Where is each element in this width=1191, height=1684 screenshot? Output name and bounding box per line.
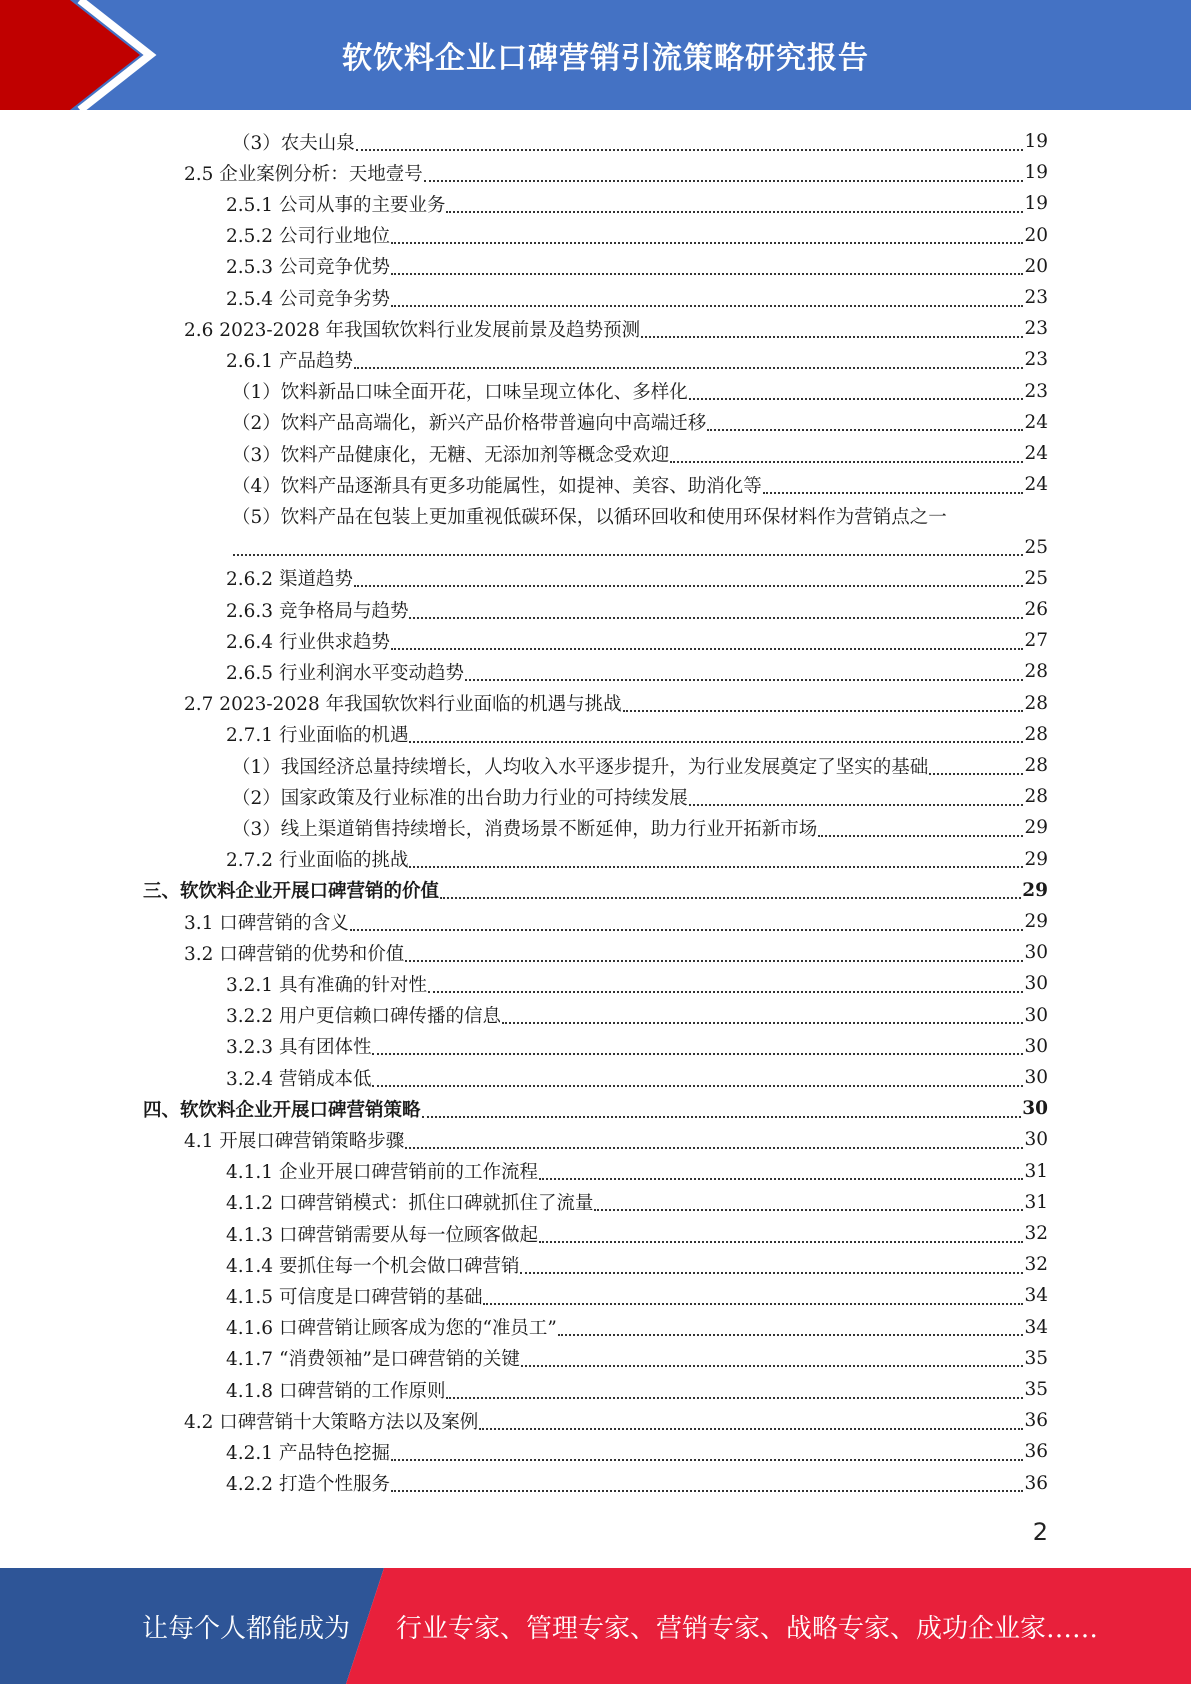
toc-entry-label: 4.2 口碑营销十大策略方法以及案例 <box>184 1411 479 1433</box>
toc-entry[interactable] <box>226 1031 1048 1062</box>
page-footer <box>0 1568 1191 1684</box>
toc-entry[interactable] <box>226 220 1048 251</box>
toc-entry[interactable] <box>232 407 1048 438</box>
toc-entry-page: 20 <box>1024 255 1048 277</box>
report-title: 软饮料企业口碑营销引流策略研究报告 <box>342 41 869 76</box>
toc-leader-dots <box>440 877 1021 899</box>
toc-entry-continuation[interactable] <box>232 532 1048 563</box>
toc-entry-page: 19 <box>1024 193 1048 215</box>
toc-entry-label: 2.5.3 公司竞争优势 <box>226 257 390 279</box>
toc-entry[interactable] <box>226 1000 1048 1031</box>
toc-entry-page: 36 <box>1024 1441 1048 1463</box>
toc-entry-label: 3.2.2 用户更信赖口碑传播的信息 <box>226 1006 501 1028</box>
toc-entry[interactable] <box>232 750 1048 781</box>
toc-entry-page: 23 <box>1024 380 1048 402</box>
toc-entry-label: 2.7.2 行业面临的挑战 <box>226 850 409 872</box>
toc-entry-page: 25 <box>1024 536 1048 558</box>
toc-entry-label: （3）农夫山泉 <box>232 132 355 154</box>
toc-entry-label: 4.2.2 打造个性服务 <box>226 1474 390 1496</box>
toc-entry-label: 4.1.8 口碑营销的工作原则 <box>226 1380 446 1402</box>
toc-entry[interactable] <box>226 1468 1048 1499</box>
toc-leader-dots <box>424 160 1024 182</box>
toc-entry-label: （3）线上渠道销售持续增长，消费场景不断延伸，助力行业开拓新市场 <box>232 818 818 840</box>
toc-leader-dots <box>372 1033 1023 1055</box>
toc-entry-label: 2.7.1 行业面临的机遇 <box>226 725 409 747</box>
toc-entry[interactable] <box>226 188 1048 219</box>
toc-leader-dots <box>479 1408 1023 1430</box>
toc-entry[interactable] <box>226 1187 1048 1218</box>
toc-leader-dots <box>670 441 1023 463</box>
toc-entry[interactable] <box>184 1124 1048 1155</box>
toc-entry[interactable] <box>232 781 1048 812</box>
toc-leader-dots <box>521 1345 1024 1367</box>
toc-entry[interactable] <box>232 376 1048 407</box>
toc-leader-dots <box>405 940 1023 962</box>
toc-entry[interactable] <box>226 968 1048 999</box>
toc-entry[interactable] <box>184 688 1048 719</box>
toc-entry-label: 4.1.7 “消费领袖”是口碑营销的关键 <box>226 1349 520 1371</box>
toc-entry[interactable] <box>232 500 1048 531</box>
toc-entry-label: 2.5.4 公司竞争劣势 <box>226 288 390 310</box>
toc-entry-label: 4.2.1 产品特色挖掘 <box>226 1442 390 1464</box>
toc-entry[interactable] <box>226 1156 1048 1187</box>
toc-leader-dots <box>539 1158 1023 1180</box>
toc-entry-page: 20 <box>1024 224 1048 246</box>
toc-leader-dots <box>350 909 1024 931</box>
toc-entry-label: （1）饮料新品口味全面开花，口味呈现立体化、多样化 <box>232 382 688 404</box>
toc-entry-label: 2.5.2 公司行业地位 <box>226 226 390 248</box>
toc-entry[interactable] <box>184 937 1048 968</box>
toc-entry-label: 四、软饮料企业开展口碑营销策略 <box>143 1099 421 1121</box>
toc-entry-label: 2.5.1 公司从事的主要业务 <box>226 194 446 216</box>
toc-entry[interactable] <box>226 719 1048 750</box>
footer-roles: 行业专家、管理专家、营销专家、战略专家、成功企业家…… <box>396 1613 1099 1644</box>
toc-entry-page: 19 <box>1024 162 1048 184</box>
toc-leader-dots <box>446 1377 1023 1399</box>
toc-entry[interactable] <box>184 906 1048 937</box>
toc-leader-dots <box>391 1470 1023 1492</box>
toc-entry-page: 31 <box>1024 1191 1048 1213</box>
toc-entry-page: 36 <box>1024 1472 1048 1494</box>
toc-entry-label: 4.1.4 要抓住每一个机会做口碑营销 <box>226 1255 520 1277</box>
toc-entry[interactable] <box>226 1062 1048 1093</box>
toc-entry-page: 29 <box>1024 817 1048 839</box>
toc-leader-dots <box>929 753 1023 775</box>
toc-entry-label: （2）饮料产品高端化，新兴产品价格带普遍向中高端迁移 <box>232 413 707 435</box>
toc-entry-page: 36 <box>1024 1410 1048 1432</box>
page-header <box>0 0 1191 110</box>
toc-entry[interactable] <box>232 812 1048 843</box>
toc-entry[interactable] <box>226 1249 1048 1280</box>
toc-entry-label: 2.6.1 产品趋势 <box>226 350 353 372</box>
toc-leader-dots <box>558 1314 1024 1336</box>
toc-leader-dots <box>354 565 1024 587</box>
toc-entry-label: （2）国家政策及行业标准的出台助力行业的可持续发展 <box>232 787 688 809</box>
toc-entry-page: 35 <box>1024 1379 1048 1400</box>
toc-leader-dots <box>356 129 1024 151</box>
toc-entry-page: 29 <box>1024 911 1048 932</box>
toc-leader-dots <box>422 1096 1022 1118</box>
toc-entry-label: 2.6.3 竞争格局与趋势 <box>226 600 409 622</box>
toc-entry-page: 29 <box>1024 848 1048 870</box>
toc-entry-page: 23 <box>1024 318 1048 340</box>
toc-entry-page: 30 <box>1024 1004 1048 1026</box>
toc-entry-label: 2.6.4 行业供求趋势 <box>226 631 390 653</box>
page-number: 2 <box>1032 1518 1048 1546</box>
toc-entry-page: 30 <box>1024 1035 1048 1057</box>
toc-leader-dots <box>539 1221 1023 1243</box>
toc-entry[interactable] <box>226 282 1048 313</box>
toc-leader-dots <box>446 191 1023 213</box>
toc-entry[interactable] <box>184 313 1048 344</box>
toc-entry[interactable] <box>232 469 1048 500</box>
toc-entry[interactable] <box>232 438 1048 469</box>
toc-entry-page: 30 <box>1024 973 1048 995</box>
toc-entry-label: （3）饮料产品健康化，无糖、无添加剂等概念受欢迎 <box>232 444 670 466</box>
toc-entry[interactable] <box>232 126 1048 157</box>
toc-entry[interactable] <box>226 563 1048 594</box>
toc-leader-dots <box>409 597 1023 619</box>
toc-entry[interactable] <box>226 344 1048 375</box>
toc-entry-page: 31 <box>1024 1160 1048 1182</box>
toc-entry-page: 26 <box>1024 599 1048 620</box>
toc-entry-page: 34 <box>1024 1285 1048 1307</box>
toc-leader-dots <box>391 1439 1023 1461</box>
toc-leader-dots <box>641 316 1023 338</box>
toc-entry-page: 24 <box>1024 411 1048 433</box>
toc-entry-page: 28 <box>1024 755 1048 776</box>
toc-entry-page: 30 <box>1024 942 1048 964</box>
toc-entry-page: 25 <box>1024 567 1048 589</box>
toc-entry-page: 28 <box>1024 723 1048 745</box>
toc-chapter-entry[interactable] <box>143 1093 1048 1124</box>
toc-entry-label: 4.1.3 口碑营销需要从每一位顾客做起 <box>226 1224 538 1246</box>
toc-leader-dots <box>391 253 1023 275</box>
toc-entry-label: 2.6.5 行业利润水平变动趋势 <box>226 662 464 684</box>
toc-entry-page: 30 <box>1024 1129 1048 1151</box>
toc-entry-page: 24 <box>1024 443 1048 464</box>
toc-entry-label: 3.1 口碑营销的含义 <box>184 912 349 934</box>
toc-entry-label: 4.1.1 企业开展口碑营销前的工作流程 <box>226 1162 538 1184</box>
toc-entry-page: 28 <box>1024 692 1048 714</box>
toc-leader-dots <box>391 222 1023 244</box>
toc-entry[interactable] <box>226 656 1048 687</box>
toc-entry-label: 3.2.1 具有准确的针对性 <box>226 974 427 996</box>
toc-leader-dots <box>391 628 1023 650</box>
toc-entry[interactable] <box>226 1280 1048 1311</box>
toc-entry-label: 2.6 2023-2028 年我国软饮料行业发展前景及趋势预测 <box>184 319 641 341</box>
toc-entry[interactable] <box>226 1218 1048 1249</box>
toc-entry-label: 三、软饮料企业开展口碑营销的价值 <box>143 881 440 903</box>
toc-leader-dots <box>391 285 1023 307</box>
toc-entry-label: 4.1.2 口碑营销模式：抓住口碑就抓住了流量 <box>226 1193 594 1215</box>
toc-leader-dots <box>689 378 1024 400</box>
toc-entry-label: 3.2 口碑营销的优势和价值 <box>184 943 405 965</box>
toc-leader-dots <box>763 472 1024 494</box>
toc-leader-dots <box>707 409 1023 431</box>
toc-leader-dots <box>594 1189 1023 1211</box>
toc-leader-dots <box>465 659 1023 681</box>
toc-entry-page: 24 <box>1024 474 1048 496</box>
toc-entry-label: 2.5 企业案例分析：天地壹号 <box>184 163 423 185</box>
toc-entry[interactable] <box>226 1343 1048 1374</box>
toc-entry-page: 27 <box>1024 630 1048 652</box>
toc-entry-label: （5）饮料产品在包装上更加重视低碳环保，以循环回收和使用环保材料作为营销点之一 <box>232 506 947 528</box>
toc-entry-page: 28 <box>1024 661 1048 683</box>
toc-entry[interactable] <box>184 1405 1048 1436</box>
toc-entry-page: 30 <box>1024 1067 1048 1088</box>
toc-entry[interactable] <box>226 1374 1048 1405</box>
toc-entry-page: 23 <box>1024 349 1048 371</box>
toc-entry-label: 3.2.3 具有团体性 <box>226 1037 372 1059</box>
toc-leader-dots <box>372 1065 1023 1087</box>
toc-leader-dots <box>409 721 1023 743</box>
toc-entry-label: 4.1.5 可信度是口碑营销的基础 <box>226 1286 483 1308</box>
toc-entry[interactable] <box>226 251 1048 282</box>
toc-leader-dots <box>520 1252 1023 1274</box>
footer-slogan: 让每个人都能成为 <box>142 1613 351 1644</box>
toc-entry-label: 2.6.2 渠道趋势 <box>226 569 353 591</box>
toc-leader-dots <box>354 347 1024 369</box>
toc-entry-label: 4.1.6 口碑营销让顾客成为您的“准员工” <box>226 1318 557 1340</box>
toc-leader-dots <box>818 815 1023 837</box>
toc-entry-page: 34 <box>1024 1316 1048 1338</box>
toc-entry-page: 29 <box>1022 879 1048 901</box>
toc-entry-label: 4.1 开展口碑营销策略步骤 <box>184 1130 405 1152</box>
toc-entry[interactable] <box>226 594 1048 625</box>
toc-leader-dots <box>689 784 1024 806</box>
toc-entry-page: 19 <box>1024 131 1048 152</box>
toc-entry-label: 3.2.4 营销成本低 <box>226 1068 372 1090</box>
toc-chapter-entry[interactable] <box>143 875 1048 906</box>
toc-entry-page: 32 <box>1024 1254 1048 1276</box>
toc-leader-dots <box>428 971 1023 993</box>
toc-entry-label: （4）饮料产品逐渐具有更多功能属性，如提神、美容、助消化等 <box>232 475 762 497</box>
toc-entry-page: 30 <box>1022 1098 1048 1120</box>
toc-entry-page: 28 <box>1024 786 1048 808</box>
toc-entry-label: （1）我国经济总量持续增长，人均收入水平逐步提升，为行业发展奠定了坚实的基础 <box>232 756 929 778</box>
toc-entry-page: 23 <box>1024 287 1048 308</box>
toc-leader-dots <box>502 1002 1023 1024</box>
toc-entry[interactable] <box>226 1312 1048 1343</box>
toc-entry[interactable] <box>184 157 1048 188</box>
toc-leader-dots <box>623 690 1024 712</box>
toc-leader-dots <box>483 1283 1023 1305</box>
toc-leader-dots <box>405 1127 1023 1149</box>
toc-entry-page: 35 <box>1024 1347 1048 1369</box>
toc-entry[interactable] <box>226 1436 1048 1467</box>
toc-entry[interactable] <box>226 625 1048 656</box>
toc-leader-dots <box>409 846 1023 868</box>
toc-entry[interactable] <box>226 844 1048 875</box>
toc-entry-page: 32 <box>1024 1223 1048 1244</box>
toc-leader-dots <box>233 534 1023 556</box>
toc-entry-label: 2.7 2023-2028 年我国软饮料行业面临的机遇与挑战 <box>184 694 622 716</box>
